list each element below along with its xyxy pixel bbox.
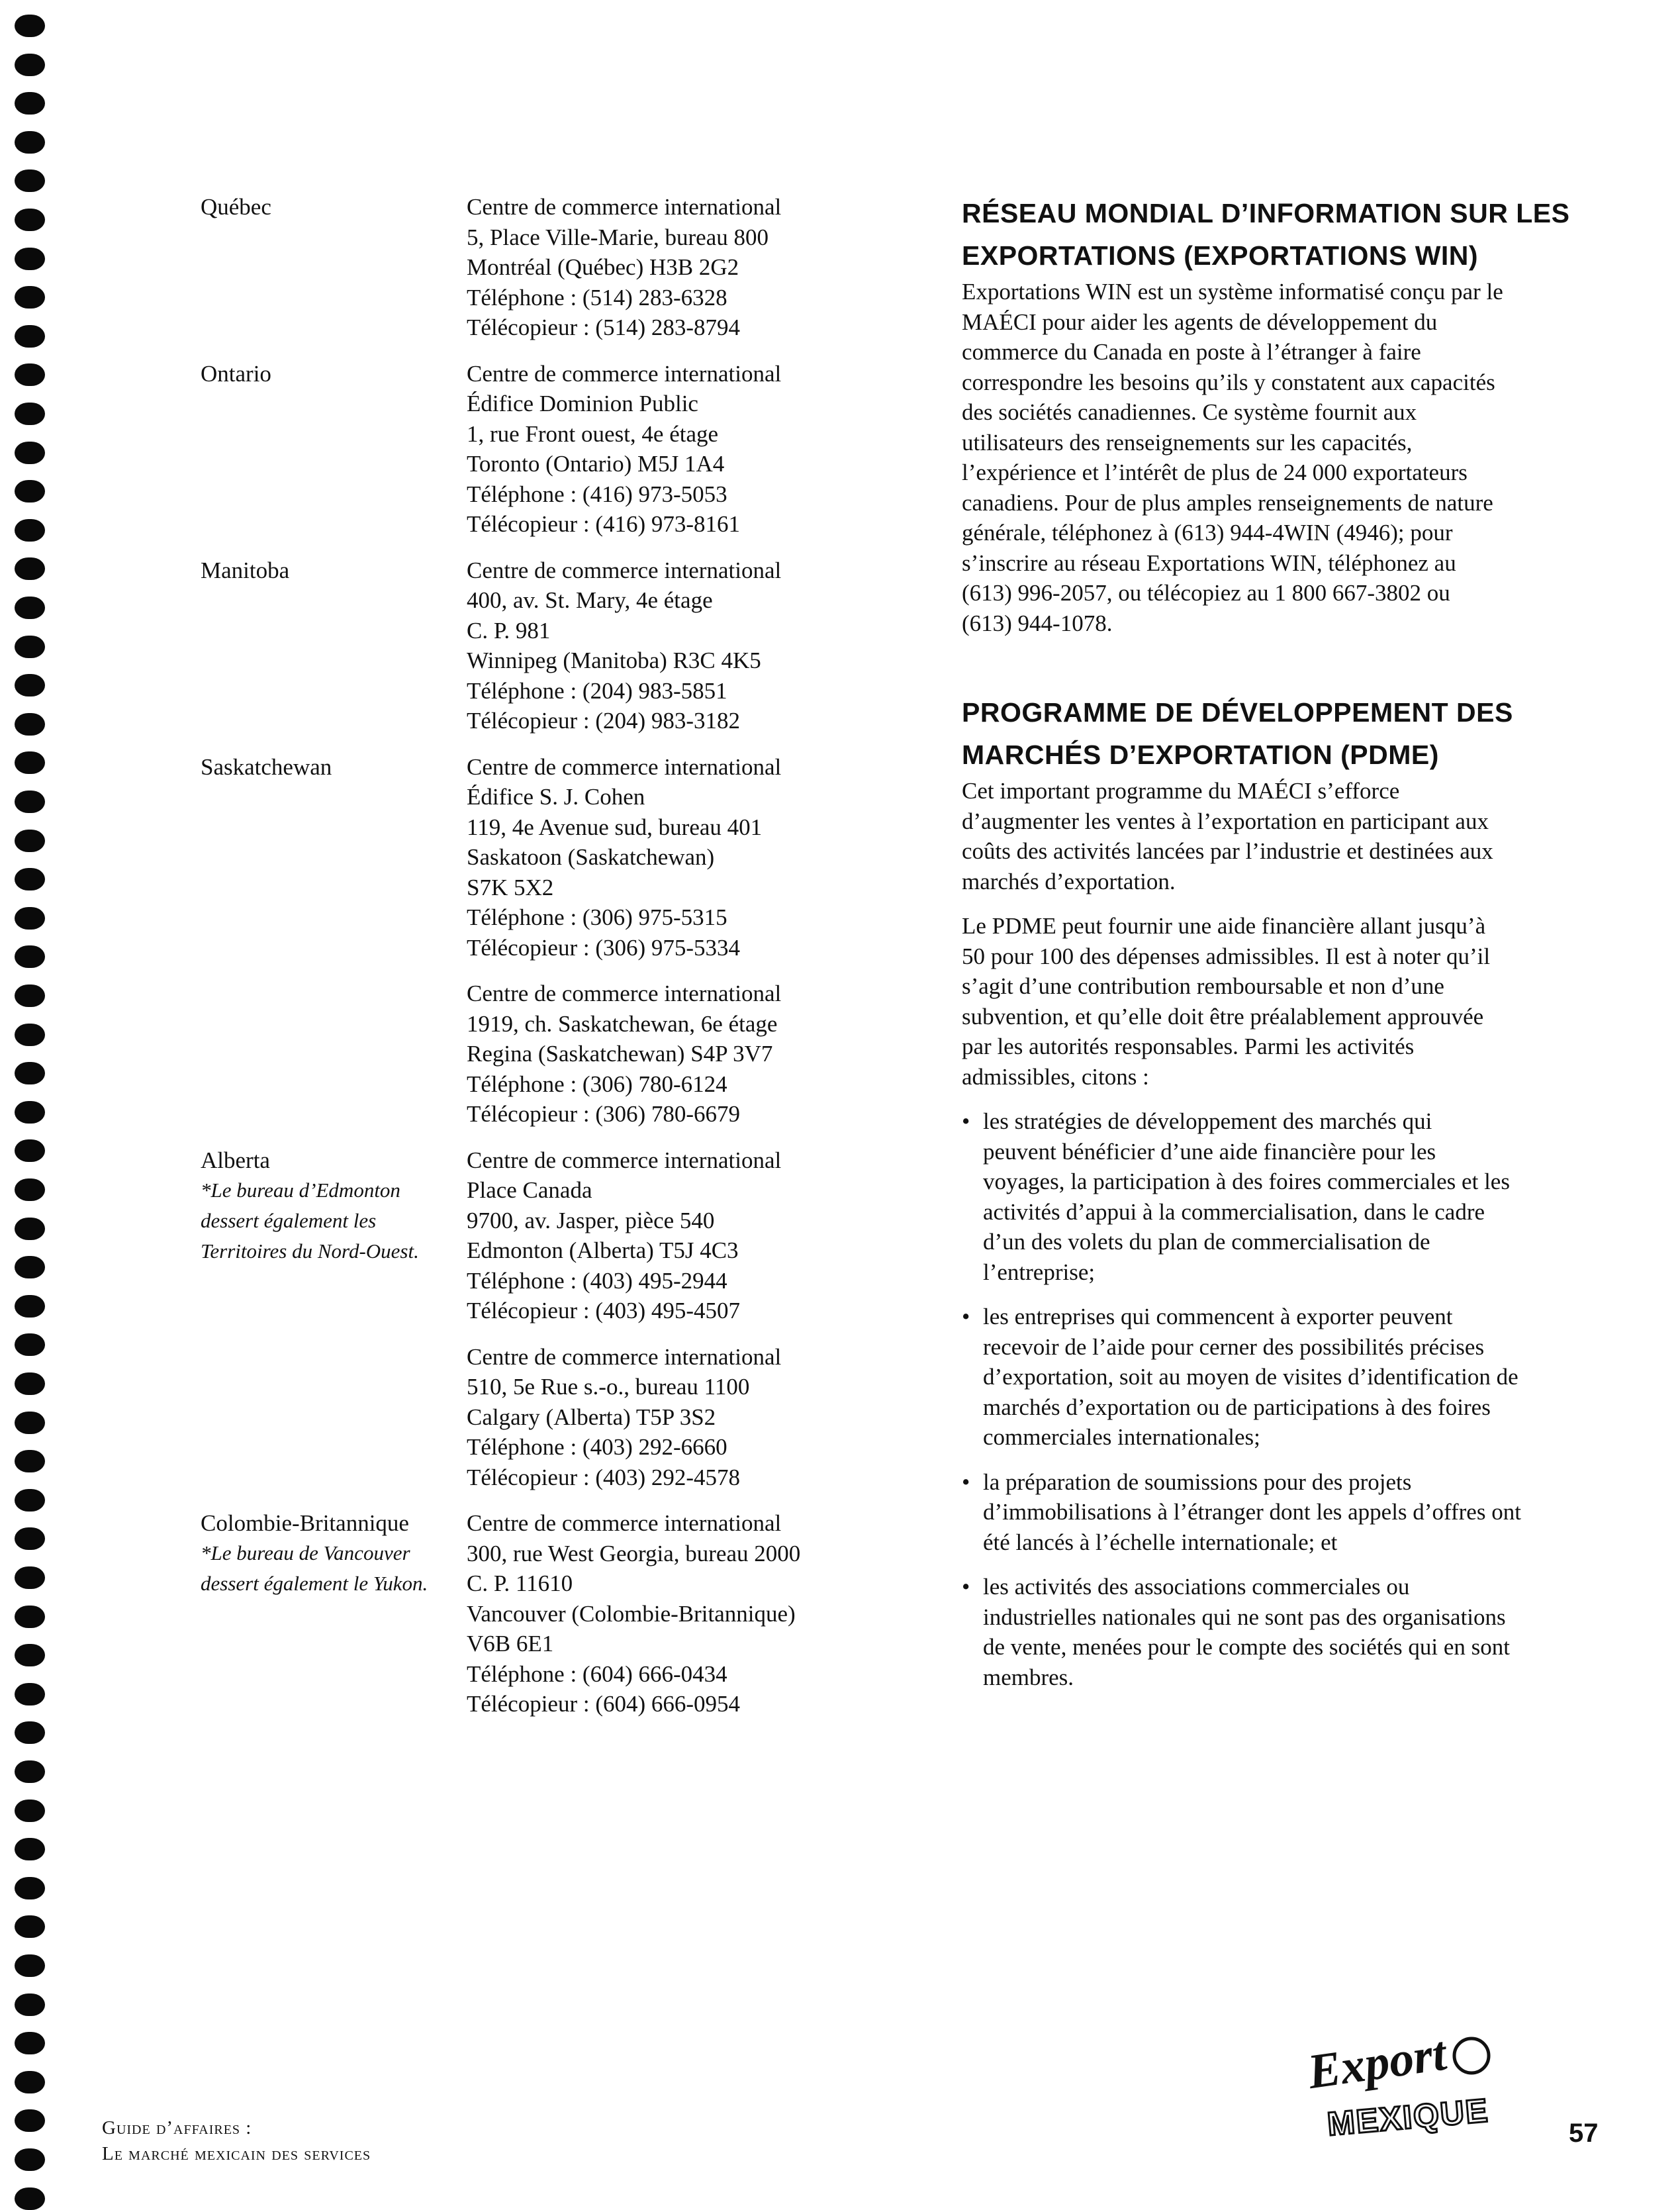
binding-hole [15,286,45,309]
binding-hole [15,92,45,115]
paragraph-line: Le PDME peut fournir une aide financière allant jusqu’à [962,913,1486,939]
binding-hole [15,131,45,154]
office-address-line: Télécopieur : (514) 283-8794 [467,314,741,340]
province-name: Québec [201,194,271,220]
province-name: Saskatchewan [201,753,332,780]
office-province-cell [201,359,465,389]
paragraph-line: canadiens. Pour de plus amples renseignements de nature [962,489,1493,516]
paragraph-line: 50 pour 100 des dépenses admissibles. Il est à noter qu’il [962,943,1491,969]
office-address-line: Toronto (Ontario) M5J 1A4 [467,451,725,477]
office-province-cell [201,555,465,585]
office-address-line: 1, rue Front ouest, 4e étage [467,420,719,447]
list-item-line: peuvent bénéficier d’une aide financière pour les [983,1138,1436,1165]
footer-guide-line-2: Le marché mexicain des services [102,2143,371,2164]
binding-hole [15,248,45,270]
office-address-line: Calgary (Alberta) T5P 3S2 [467,1404,716,1430]
list-item-line: marchés d’exportation ou de participations à des foires [983,1394,1491,1420]
binding-hole [15,1915,45,1938]
list-item [962,1572,1604,1692]
office-province-cell [201,752,465,782]
office-address-line: Centre de commerce international [467,557,782,583]
paragraph-line: des sociétés canadiennes. Ce système fournit aux [962,399,1417,425]
binding-hole [15,209,45,231]
binding-hole [15,519,45,542]
list-item-line: les activités des associations commerciales ou [983,1574,1410,1600]
binding-hole [15,1683,45,1706]
binding-hole [15,403,45,425]
binding-hole [15,830,45,852]
office-address-line: Télécopieur : (306) 975-5334 [467,934,741,961]
binding-hole [15,1372,45,1395]
binding-hole [15,1412,45,1434]
paragraph-line: utilisateurs des renseignements sur les capacités, [962,429,1413,456]
office-address-line: Regina (Saskatchewan) S4P 3V7 [467,1041,773,1067]
office-address-line: Télécopieur : (403) 495-4507 [467,1298,741,1323]
footer-guide-line-1: Guide d’affaires : [102,2117,252,2138]
office-entry [201,979,863,1129]
office-address-line: Centre de commerce international [467,1343,782,1370]
office-address-line: Centre de commerce international [467,1147,782,1173]
office-address-line: Place Canada [467,1177,592,1203]
office-address [467,555,863,736]
list-item-line: l’entreprise; [983,1259,1096,1285]
office-address-line: Edmonton (Alberta) T5J 4C3 [467,1237,739,1263]
binding-hole [15,1450,45,1472]
office-province-cell [201,192,465,222]
binding-hole [15,480,45,503]
binding-hole [15,1721,45,1744]
paragraph-line: (613) 996-2057, ou télécopiez au 1 800 667-3802 ou [962,580,1450,606]
section-heading-line: MARCHÉS D’EXPORTATION (PDME) [962,740,1439,770]
paragraph-line: commerce du Canada en poste à l’étranger à faire [962,339,1421,365]
office-address-line: Téléphone : (514) 283-6328 [467,284,727,311]
office-address-line: C. P. 11610 [467,1570,573,1596]
program-descriptions [962,192,1604,1707]
binding-hole [15,2187,45,2210]
binding-hole [15,907,45,930]
binding-hole [15,1760,45,1783]
binding-hole [15,1800,45,1822]
office-address-line: Téléphone : (306) 975-5315 [467,904,727,930]
paragraph-line: MAÉCI pour aider les agents de développement du [962,309,1438,335]
province-note-line: Territoires du Nord-Ouest. [201,1239,419,1263]
binding-hole [15,1566,45,1589]
binding-hole [15,1024,45,1046]
office-address [467,1508,863,1719]
footer-guide-title [102,2115,371,2167]
paragraph-line: s’agit d’une contribution remboursable et non d’une [962,973,1444,999]
list-item-line: voyages, la participation à des foires commerciales et les [983,1169,1510,1194]
office-province-cell [201,1145,465,1267]
binding-hole [15,325,45,348]
logo-badge-icon [1454,2039,1489,2073]
office-address [467,1145,863,1326]
paragraph-line: correspondre les besoins qu’ils y constatent aux capacités [962,369,1495,395]
bullet-icon: • [962,1574,970,1600]
list-item-line: d’un des volets du plan de commercialisation de [983,1229,1430,1255]
section-heading-line: EXPORTATIONS (EXPORTATIONS WIN) [962,240,1479,271]
eligible-activities-list [962,1106,1604,1692]
binding-hole [15,1062,45,1084]
office-address [467,979,863,1129]
office-address [467,1342,863,1493]
binding-hole [15,1838,45,1860]
office-address [467,359,863,540]
section-heading-line: RÉSEAU MONDIAL D’INFORMATION SUR LES [962,198,1570,228]
list-item [962,1106,1604,1287]
section-heading-line: PROGRAMME DE DÉVELOPPEMENT DES [962,697,1513,728]
section-paragraph [962,277,1604,638]
binding-hole [15,1527,45,1550]
office-address-line: Télécopieur : (403) 292-4578 [467,1464,741,1490]
logo-text-top: Export [1304,2026,1450,2100]
office-address-line: Télécopieur : (306) 780-6679 [467,1101,741,1127]
program-section [962,691,1604,1692]
office-address-line: Centre de commerce international [467,1510,782,1536]
bullet-icon: • [962,1304,970,1329]
office-address [467,192,863,343]
paragraph-line: s’inscrire au réseau Exportations WIN, téléphonez au [962,550,1456,576]
province-note-line: dessert également les [201,1208,377,1232]
office-address-line: 510, 5e Rue s.-o., bureau 1100 [467,1374,750,1400]
office-address-line: Télécopieur : (416) 973-8161 [467,511,741,537]
paragraph-line: marchés d’exportation. [962,868,1176,894]
binding-hole [15,1256,45,1278]
section-paragraph [962,776,1604,896]
list-item-line: été lancés à l’échelle internationale; et [983,1529,1338,1555]
binding-hole [15,1101,45,1124]
binding-hole [15,1994,45,2016]
binding-hole [15,1139,45,1162]
binding-hole [15,674,45,697]
office-address-line: 400, av. St. Mary, 4e étage [467,587,713,613]
list-item [962,1467,1604,1558]
province-name: Alberta [201,1147,270,1173]
office-province-cell [201,1508,465,1599]
office-address-line: Centre de commerce international [467,981,782,1006]
list-item-line: commerciales internationales; [983,1424,1260,1450]
binding-hole [15,1877,45,1899]
office-address-line: Téléphone : (204) 983-5851 [467,677,727,704]
paragraph-line: l’expérience et l’intérêt de plus de 24 000 exportateurs [962,459,1468,485]
list-item-line: membres. [983,1664,1074,1690]
binding-hole [15,363,45,386]
province-name: Colombie-Britannique [201,1510,409,1536]
office-address-line: C. P. 981 [467,617,551,644]
province-note-line: *Le bureau d’Edmonton [201,1178,400,1202]
binding-hole [15,15,45,37]
binding-hole [15,557,45,580]
binding-hole [15,1295,45,1318]
office-address-line: 1919, ch. Saskatchewan, 6e étage [467,1010,778,1037]
binding-hole [15,945,45,968]
office-address-line: Centre de commerce international [467,360,782,387]
office-address-line: Édifice S. J. Cohen [467,784,645,810]
binding-hole [15,442,45,464]
binding-hole [15,1644,45,1666]
province-name: Manitoba [201,557,290,583]
list-item-line: activités d’appui à la commercialisation, dans le cadre [983,1198,1485,1225]
office-address-line: Winnipeg (Manitoba) R3C 4K5 [467,648,761,673]
office-address-line: Téléphone : (403) 292-6660 [467,1434,727,1460]
list-item-line: recevoir de l’aide pour cerner des possibilités précises [983,1333,1485,1360]
office-address-line: Téléphone : (416) 973-5053 [467,481,727,507]
office-entry [201,1145,863,1326]
binding-hole [15,2148,45,2171]
office-address-line: Montréal (Québec) H3B 2G2 [467,254,739,280]
binding-hole [15,868,45,890]
office-address [467,752,863,963]
binding-hole [15,1489,45,1512]
binding-hole [15,1954,45,1977]
section-heading [962,192,1604,277]
binding-hole [15,985,45,1007]
list-item [962,1302,1604,1453]
paragraph-line: d’augmenter les ventes à l’exportation en participant aux [962,808,1489,834]
province-note-line: *Le bureau de Vancouver [201,1541,410,1564]
office-address-line: Centre de commerce international [467,753,782,780]
paragraph-line: admissibles, citons : [962,1063,1149,1090]
binding-hole [15,1218,45,1240]
logo-text-bottom: MEXIQUE [1325,2091,1491,2143]
office-address-line: S7K 5X2 [467,874,554,900]
office-address-line: Édifice Dominion Public [467,391,698,416]
binding-hole [15,1606,45,1628]
binding-hole [15,751,45,774]
office-address-line: 300, rue West Georgia, bureau 2000 [467,1540,801,1566]
binding-hole [15,54,45,76]
office-address-line: Saskatoon (Saskatchewan) [467,844,715,870]
list-item-line: la préparation de soumissions pour des projets [983,1468,1412,1495]
binding-hole [15,636,45,658]
list-item-line: les stratégies de développement des marchés qui [983,1108,1432,1134]
office-entry [201,555,863,736]
paragraph-line: par les autorités responsables. Parmi les activités [962,1033,1415,1059]
list-item-line: de vente, menées pour le compte des sociétés qui en sont [983,1634,1511,1660]
office-address-line: 5, Place Ville-Marie, bureau 800 [467,224,769,250]
binding-hole [15,2032,45,2054]
office-entry [201,359,863,540]
list-item-line: industrielles nationales qui ne sont pas des organisations [983,1604,1506,1630]
binding-hole [15,597,45,619]
binding-hole [15,1178,45,1201]
office-address-line: 9700, av. Jasper, pièce 540 [467,1207,715,1233]
program-section [962,192,1604,638]
office-entry [201,1508,863,1719]
office-address-line: Centre de commerce international [467,194,782,220]
binding-hole [15,2109,45,2132]
list-item-line: les entreprises qui commencent à exporter peuvent [983,1304,1453,1329]
list-item-line: d’exportation, soit au moyen de visites d’identification de [983,1364,1518,1390]
export-mexique-logo [1301,2019,1513,2145]
paragraph-line: coûts des activités lancées par l’industrie et destinées aux [962,838,1493,864]
office-address-line: Téléphone : (604) 666-0434 [467,1660,727,1687]
spiral-binding [8,0,49,2201]
office-address-line: Téléphone : (306) 780-6124 [467,1071,727,1097]
paragraph-line: générale, téléphonez à (613) 944-4WIN (4946); pour [962,520,1453,546]
section-paragraph [962,911,1604,1092]
paragraph-line: (613) 944-1078. [962,610,1113,636]
office-entry [201,752,863,963]
list-item-line: d’immobilisations à l’étranger dont les appels d’offres ont [983,1499,1521,1525]
section-heading [962,691,1604,776]
office-address-line: Vancouver (Colombie-Britannique) [467,1600,796,1627]
binding-hole [15,169,45,192]
paragraph-line: subvention, et qu’elle doit être préalablement approuvée [962,1003,1484,1030]
province-name: Ontario [201,360,271,387]
office-address-line: Téléphone : (403) 495-2944 [467,1267,727,1294]
binding-hole [15,1333,45,1356]
bullet-icon: • [962,1468,970,1495]
binding-hole [15,2071,45,2093]
office-address-line: V6B 6E1 [467,1631,554,1657]
paragraph-line: Cet important programme du MAÉCI s’efforce [962,778,1400,804]
page-number: 57 [1569,2119,1599,2148]
office-entry [201,1342,863,1493]
paragraph-line: Exportations WIN est un système informatisé conçu par le [962,279,1503,305]
office-address-line: 119, 4e Avenue sud, bureau 401 [467,814,763,840]
province-note-line: dessert également le Yukon. [201,1572,428,1595]
bullet-icon: • [962,1108,970,1134]
office-address-line: Télécopieur : (204) 983-3182 [467,708,741,734]
office-address-line: Télécopieur : (604) 666-0954 [467,1691,741,1717]
binding-hole [15,713,45,736]
binding-hole [15,791,45,813]
office-entry [201,192,863,343]
trade-office-directory [201,192,863,1735]
